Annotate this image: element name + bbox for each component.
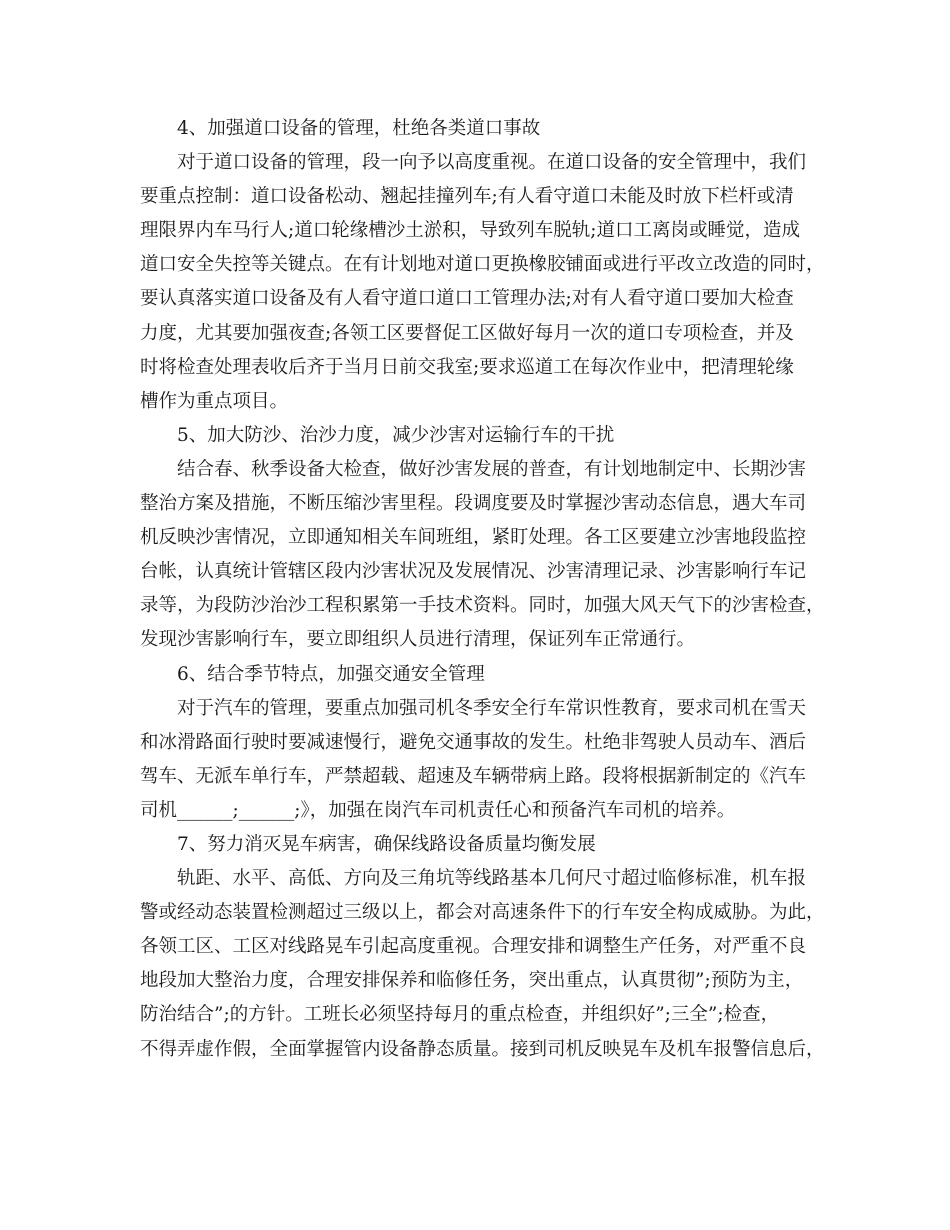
paragraph-line: 机反映沙害情况，立即通知相关车间班组，紧盯处理。各工区要建立沙害地段监控 <box>140 527 807 549</box>
section-heading: 4、加强道口设备的管理，杜绝各类道口事故 <box>177 118 541 139</box>
paragraph-line: 各领工区、工区对线路晃车引起高度重视。合理安排和调整生产任务，对严重不良 <box>140 936 807 958</box>
paragraph-line: 理限界内车马行人;道口轮缘槽沙土淤积，导致列车脱轨;道口工离岗或睡觉，造成 <box>140 220 800 242</box>
paragraph-line: 轨距、水平、高低、方向及三角坑等线路基本几何尺寸超过临修标准，机车报 <box>177 868 807 890</box>
paragraph-line: 时将检查处理表收后齐于当月日前交我室;要求巡道工在每次作业中，把清理轮缘 <box>140 356 794 378</box>
paragraph-line: 录等，为段防沙治沙工程积累第一手技术资料。同时，加强大风天气下的沙害检查， <box>140 595 825 617</box>
section-7 <box>140 828 830 1067</box>
paragraph-line: 整治方案及措施，不断压缩沙害里程。段调度要及时掌握沙害动态信息，遇大车司 <box>140 493 807 515</box>
paragraph-line: 地段加大整治力度，合理安排保养和临修任务，突出重点，认真贯彻”;预防为主， <box>140 970 804 992</box>
paragraph-line: 警或经动态装置检测超过三级以上，都会对高速条件下的行车安全构成威胁。为此， <box>140 902 825 924</box>
paragraph-line: 司机______;______;》，加强在岗汽车司机责任心和预备汽车司机的培养。 <box>140 799 736 821</box>
paragraph-line: 台帐，认真统计管辖区段内沙害状况及发展情况、沙害清理记录、沙害影响行车记 <box>140 561 807 583</box>
section-5 <box>140 419 830 658</box>
paragraph-line: 对于汽车的管理，要重点加强司机冬季安全行车常识性教育，要求司机在雪天 <box>177 697 807 719</box>
paragraph-line: 对于道口设备的管理，段一向予以高度重视。在道口设备的安全管理中，我们 <box>177 152 807 174</box>
paragraph-line: 要重点控制：道口设备松动、翘起挂撞列车;有人看守道口未能及时放下栏杆或清 <box>140 186 794 208</box>
paragraph-line: 防治结合”;的方针。工班长必须坚持每月的重点检查，并组织好”;三全”;检查， <box>140 1004 780 1026</box>
paragraph-line: 要认真落实道口设备及有人看守道口道口工管理办法;对有人看守道口要加大检查 <box>140 288 794 310</box>
paragraph-line: 道口安全失控等关键点。在有计划地对道口更换橡胶铺面或进行平改立改造的同时， <box>140 254 825 276</box>
section-4 <box>140 112 830 419</box>
paragraph-line: 槽作为重点项目。 <box>140 390 289 412</box>
section-heading: 6、结合季节特点，加强交通安全管理 <box>177 663 485 685</box>
paragraph-line: 不得弄虚作假，全面掌握管内设备静态质量。接到司机反映晃车及机车报警信息后， <box>140 1038 825 1060</box>
paragraph-line: 和冰滑路面行驶时要减速慢行，避免交通事故的发生。杜绝非驾驶人员动车、酒后 <box>140 731 807 753</box>
paragraph-line: 发现沙害影响行车，要立即组织人员进行清理，保证列车正常通行。 <box>140 629 696 651</box>
paragraph-line: 驾车、无派车单行车，严禁超载、超速及车辆带病上路。段将根据新制定的《汽车 <box>140 765 807 787</box>
section-6 <box>140 658 830 828</box>
paragraph-line: 结合春、秋季设备大检查，做好沙害发展的普查，有计划地制定中、长期沙害 <box>177 458 807 480</box>
section-heading: 7、努力消灭晃车病害，确保线路设备质量均衡发展 <box>177 833 596 855</box>
document-body <box>140 112 830 1067</box>
paragraph-line: 力度，尤其要加强夜查;各领工区要督促工区做好每月一次的道口专项检查，并及 <box>140 322 794 344</box>
section-heading: 5、加大防沙、治沙力度，减少沙害对运输行车的干扰 <box>177 424 615 446</box>
